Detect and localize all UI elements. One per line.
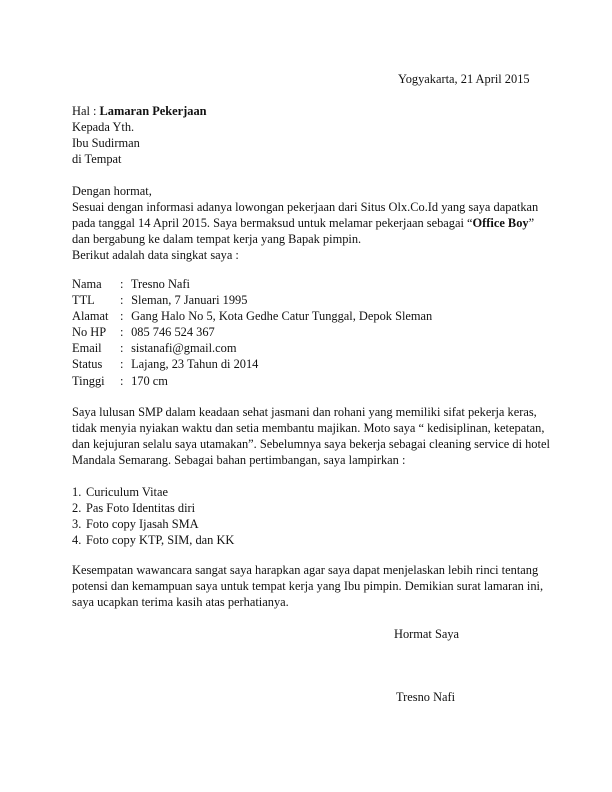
- attachment-list: [72, 484, 234, 548]
- paragraph-line: Kesempatan wawancara sangat saya harapkan agar saya dapat menjelaskan lebih rinci tentang: [72, 563, 539, 577]
- intro-paragraph: [72, 199, 539, 247]
- paragraph-line: Saya lulusan SMP dalam keadaan sehat jasmani dan rohani yang memiliki sifat pekerja keras,: [72, 405, 537, 419]
- data-row: TTL : Sleman, 7 Januari 1995: [72, 293, 248, 308]
- recipient-line: Ibu Sudirman: [72, 136, 140, 150]
- valediction: Hormat Saya: [394, 627, 460, 641]
- personal-data-table: [72, 276, 432, 389]
- recipient-line: di Tempat: [72, 152, 122, 166]
- paragraph-line: Sesuai dengan informasi adanya lowongan pekerjaan dari Situs Olx.Co.Id yang saya dapatkan: [72, 200, 539, 214]
- data-row: Alamat : Gang Halo No 5, Kota Gedhe Catur Tunggal, Depok Sleman: [72, 309, 433, 324]
- data-row: Email : sistanafi@gmail.com: [72, 341, 237, 356]
- paragraph-line: dan kejujuran selalu saya utamakan”. Sebelumnya saya bekerja sebagai cleaning service di hotel: [72, 437, 550, 452]
- list-item: 1. Curiculum Vitae: [72, 485, 168, 499]
- subject-line: [72, 103, 207, 119]
- paragraph-line: saya ucapkan terima kasih atas perhatianya.: [72, 595, 289, 610]
- data-row: Status : Lajang, 23 Tahun di 2014: [72, 357, 259, 372]
- body-paragraph: [72, 404, 550, 468]
- data-row: Tinggi : 170 cm: [72, 373, 168, 388]
- data-row: No HP : 085 746 524 367: [72, 325, 215, 340]
- data-intro: Berikut adalah data singkat saya :: [72, 248, 239, 262]
- recipient-line: Kepada Yth.: [72, 120, 135, 134]
- place-date: Yogyakarta, 21 April 2015: [398, 72, 530, 86]
- position-name: Office Boy: [472, 216, 529, 231]
- paragraph-line: tidak menyia nyiakan waktu dan setia membantu majikan. Moto saya “ kedisiplinan, ketepatan,: [72, 421, 545, 436]
- subject-text: Lamaran Pekerjaan: [99, 104, 207, 118]
- paragraph-line: Mandala Semarang. Sebagai bahan pertimbangan, saya lampirkan :: [72, 453, 406, 468]
- closing-paragraph: [72, 562, 544, 610]
- list-item: 4. Foto copy KTP, SIM, dan KK: [72, 533, 235, 548]
- data-row: Nama : Tresno Nafi: [72, 277, 190, 291]
- list-item: 2. Pas Foto Identitas diri: [72, 501, 196, 516]
- paragraph-line: potensi dan kemampuan saya untuk tempat kerja yang Ibu pimpin. Demikian surat lamaran ini,: [72, 579, 544, 594]
- paragraph-line: dan bergabung ke dalam tempat kerja yang Bapak pimpin.: [72, 232, 362, 247]
- greeting: Dengan hormat,: [72, 184, 152, 198]
- signer-name: Tresno Nafi: [396, 690, 456, 704]
- list-item: 3. Foto copy Ijasah SMA: [72, 517, 199, 532]
- paragraph-line: pada tanggal 14 April 2015. Saya bermaksud untuk melamar pekerjaan sebagai “Office Boy”: [72, 216, 535, 231]
- subject-prefix: Hal :: [72, 104, 100, 118]
